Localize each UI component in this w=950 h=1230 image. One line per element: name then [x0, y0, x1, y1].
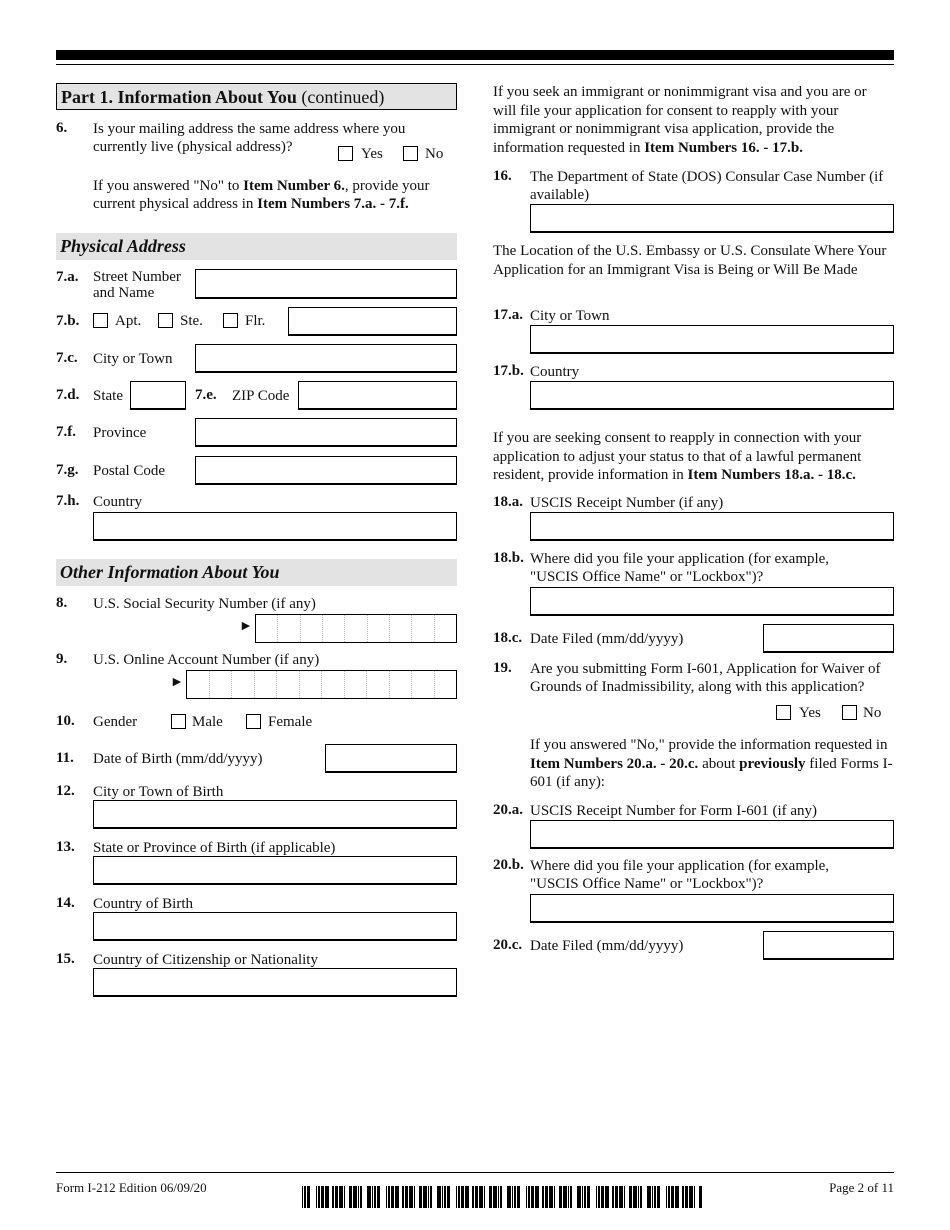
q6-label: Is your mailing address the same address where you currently live (physical address)? — [93, 121, 406, 155]
ssn-label: U.S. Social Security Number (if any) — [93, 596, 316, 612]
i601-label: Are you submitting Form I-601, Application for Waiver of Grounds of Inadmissibility, along with this application? — [530, 661, 881, 695]
i601-no-checkbox[interactable] — [842, 705, 857, 720]
citizenship-label: Country of Citizenship or Nationality — [93, 952, 318, 968]
dos-label: The Department of State (DOS) Consular Case Number (if available) — [530, 169, 884, 203]
receipt-input[interactable] — [530, 512, 894, 541]
i601-no-label: No — [863, 705, 882, 721]
q6-no-checkbox[interactable] — [403, 146, 418, 161]
dob-input[interactable] — [325, 744, 457, 773]
flr-label: Flr. — [245, 313, 266, 329]
uoan-label: U.S. Online Account Number (if any) — [93, 652, 320, 668]
location-text: The Location of the U.S. Embassy or U.S. Consulate Where Your Application for an Immigrant Visa is Being or Will Be Made — [493, 243, 887, 278]
postal-input[interactable] — [195, 456, 457, 485]
q20c-number: 20.c. — [493, 937, 523, 953]
country-label: Country — [93, 494, 143, 510]
q7f-number: 7.f. — [56, 424, 76, 440]
q12-number: 12. — [56, 783, 75, 799]
state-label: State — [93, 388, 123, 404]
q7a-number: 7.a. — [56, 269, 79, 285]
barcode-image — [302, 1186, 710, 1208]
q7g-number: 7.g. — [56, 462, 79, 478]
q7e-number: 7.e. — [195, 387, 217, 403]
female-label: Female — [268, 714, 313, 730]
where-filed2-label: Where did you file your application (for example, "USCIS Office Name" or "Lockbox")? — [530, 858, 830, 892]
q7b-number: 7.b. — [56, 313, 80, 329]
date-filed2-input[interactable] — [763, 931, 894, 960]
zip-label: ZIP Code — [232, 388, 290, 404]
q6-yes-label: Yes — [361, 146, 383, 162]
date-filed2-label: Date Filed (mm/dd/yyyy) — [530, 938, 684, 954]
top-thin-rule — [56, 64, 894, 65]
other-info-heading: Other Information About You — [56, 559, 457, 586]
q13-number: 13. — [56, 839, 75, 855]
dos-input[interactable] — [530, 204, 894, 233]
top-rule — [56, 50, 894, 60]
dob-label: Date of Birth (mm/dd/yyyy) — [93, 751, 263, 767]
uoan-arrow-icon: ► — [170, 675, 184, 690]
flr-checkbox[interactable] — [223, 313, 238, 328]
q7d-number: 7.d. — [56, 387, 80, 403]
country-birth-label: Country of Birth — [93, 896, 193, 912]
province-input[interactable] — [195, 418, 457, 447]
ste-checkbox[interactable] — [158, 313, 173, 328]
female-checkbox[interactable] — [246, 714, 261, 729]
visa-intro: If you seek an immigrant or nonimmigrant visa and you are or will file your application for consent to reapply with your immigrant or nonimmigrant visa application, provide the information requested in Item Numbers 16. - 17.b. — [493, 84, 867, 156]
male-checkbox[interactable] — [171, 714, 186, 729]
citizenship-input[interactable] — [93, 968, 457, 997]
q10-number: 10. — [56, 713, 75, 729]
q16-number: 16. — [493, 168, 512, 184]
q20a-number: 20.a. — [493, 802, 523, 818]
ssn-arrow-icon: ► — [239, 619, 253, 634]
city-label: City or Town — [93, 351, 173, 367]
q7h-number: 7.h. — [56, 493, 80, 509]
q18a-number: 18.a. — [493, 494, 523, 510]
state-input[interactable] — [130, 381, 186, 410]
apt-label: Apt. — [115, 313, 142, 329]
embassy-country-label: Country — [530, 364, 580, 380]
ssn-input[interactable] — [255, 614, 457, 643]
q11-number: 11. — [56, 750, 74, 766]
state-birth-input[interactable] — [93, 856, 457, 885]
state-birth-label: State or Province of Birth (if applicable) — [93, 840, 336, 856]
street-label: Street Number and Name — [93, 269, 181, 301]
q6-instructions: If you answered "No" to Item Number 6., provide your current physical address in Item Numbers 7.a. - 7.f. — [93, 178, 430, 212]
city-birth-input[interactable] — [93, 800, 457, 829]
ste-label: Ste. — [180, 313, 203, 329]
embassy-city-input[interactable] — [530, 325, 894, 354]
q18c-number: 18.c. — [493, 630, 523, 646]
street-input[interactable] — [195, 269, 457, 299]
q6-number: 6. — [56, 120, 68, 136]
q7c-number: 7.c. — [56, 350, 78, 366]
receipt601-input[interactable] — [530, 820, 894, 849]
q8-number: 8. — [56, 595, 68, 611]
footer-rule — [56, 1172, 894, 1173]
q9-number: 9. — [56, 651, 68, 667]
country-input[interactable] — [93, 512, 457, 541]
physical-address-heading: Physical Address — [56, 233, 457, 260]
country-birth-input[interactable] — [93, 912, 457, 941]
receipt601-label: USCIS Receipt Number for Form I-601 (if any) — [530, 803, 818, 819]
adjust-intro: If you are seeking consent to reapply in connection with your application to adjust your status to that of a lawful permanent resident, provide information in Item Numbers 18.a. - 18.c. — [493, 430, 862, 483]
embassy-country-input[interactable] — [530, 381, 894, 410]
q20b-number: 20.b. — [493, 857, 524, 873]
i601-yes-checkbox[interactable] — [776, 705, 791, 720]
page-number: Page 2 of 11 — [829, 1180, 894, 1195]
where-filed2-input[interactable] — [530, 894, 894, 923]
city-input[interactable] — [195, 344, 457, 373]
form-edition: Form I-212 Edition 06/09/20 — [56, 1180, 207, 1195]
where-filed-input[interactable] — [530, 587, 894, 616]
male-label: Male — [192, 714, 223, 730]
part-title: Part 1. Information About You (continued) — [56, 83, 457, 110]
q14-number: 14. — [56, 895, 75, 911]
where-filed-label: Where did you file your application (for example, "USCIS Office Name" or "Lockbox")? — [530, 551, 830, 585]
zip-input[interactable] — [298, 381, 457, 410]
date-filed-input[interactable] — [763, 624, 894, 653]
q15-number: 15. — [56, 951, 75, 967]
province-label: Province — [93, 425, 147, 441]
q17b-number: 17.b. — [493, 363, 524, 379]
postal-label: Postal Code — [93, 463, 166, 479]
receipt-label: USCIS Receipt Number (if any) — [530, 495, 724, 511]
city-birth-label: City or Town of Birth — [93, 784, 224, 800]
q18b-number: 18.b. — [493, 550, 524, 566]
q6-no-label: No — [425, 146, 444, 162]
q17a-number: 17.a. — [493, 307, 523, 323]
unit-number-input[interactable] — [288, 307, 457, 336]
uoan-input[interactable] — [186, 670, 457, 699]
apt-checkbox[interactable] — [93, 313, 108, 328]
gender-label: Gender — [93, 714, 138, 730]
q19-number: 19. — [493, 660, 512, 676]
embassy-city-label: City or Town — [530, 308, 610, 324]
q6-yes-checkbox[interactable] — [338, 146, 353, 161]
i601-yes-label: Yes — [799, 705, 821, 721]
i601-no-instructions: If you answered "No," provide the information requested in Item Numbers 20.a. - 20.c. about previously filed Forms I-601 (if any): — [530, 737, 893, 790]
date-filed-label: Date Filed (mm/dd/yyyy) — [530, 631, 684, 647]
